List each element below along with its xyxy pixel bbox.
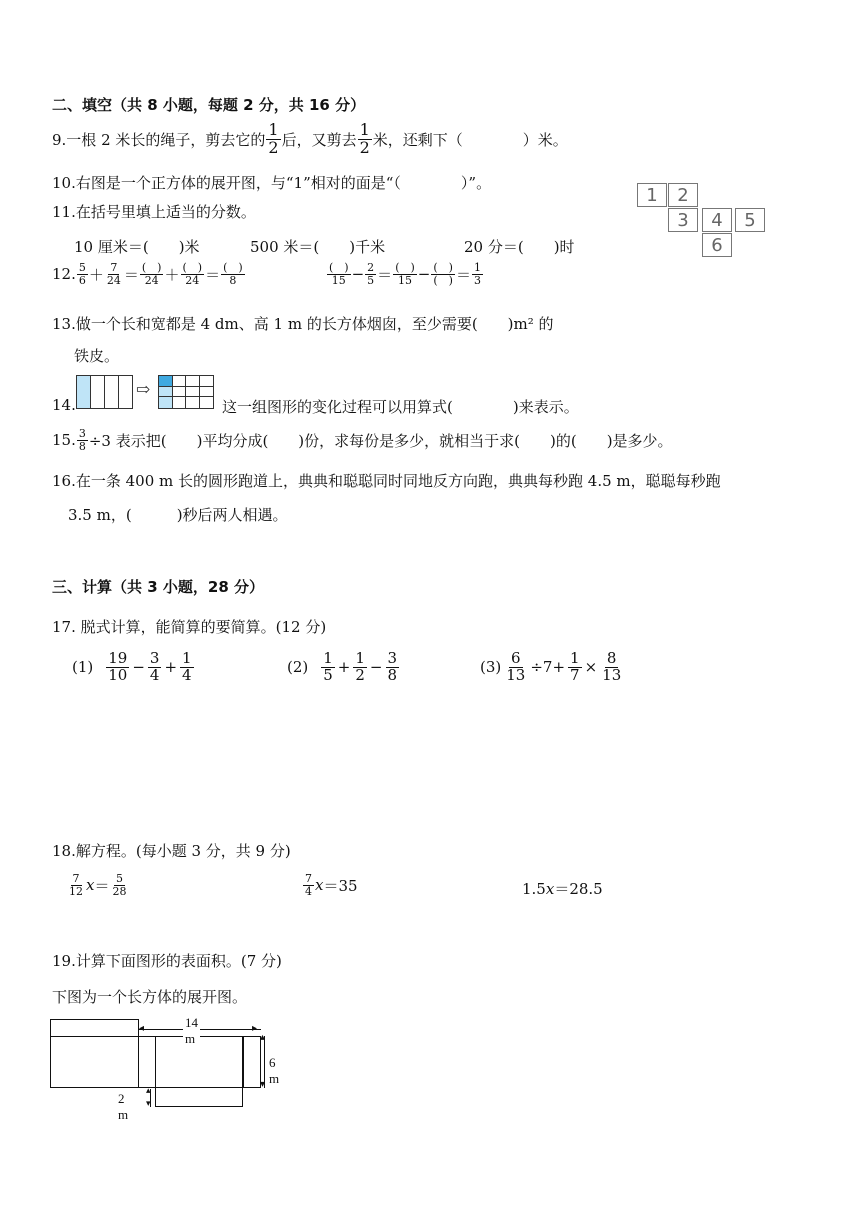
fraction-blank[interactable] [181,262,205,286]
variable: x [545,880,555,898]
question-10: 10.右图是一个正方体的展开图，与“1”相对的面是“（ ）”。 [52,174,492,192]
question-17: 17. 脱式计算，能简算的要简算。(12 分) [52,618,327,636]
numerator: 1 [182,649,192,667]
fraction [77,262,88,286]
fraction [321,651,335,684]
q15-label: 15. [52,431,76,450]
dimension-height: 6 m [269,1055,280,1086]
denominator: 4 [305,884,312,898]
numerator: ( ) [395,261,415,274]
question-13: 13.做一个长和宽都是 4 dm、高 1 m 的长方体烟囱，至少需要( )m² 的 [52,315,554,333]
numerator: ( ) [433,261,453,274]
problem-label: (1) [72,658,94,677]
arrow-down-icon: ▾ [260,1079,266,1090]
net-divider [138,1036,139,1088]
question-14: 这一组图形的变化过程可以用算式( )来表示。 [222,398,579,416]
q14-label: 14. [52,396,76,414]
fraction [600,651,623,684]
arrow-up-icon: ▴ [260,1032,266,1043]
section-title-fill: 二、填空（共 8 小题，每题 2 分，共 16 分） [52,96,366,114]
fraction [148,651,162,684]
fraction [568,651,582,684]
operator: + [337,658,351,677]
fraction [365,262,376,286]
q11-item-a: 10 厘米＝( )米 [74,238,200,256]
denominator: 3 [473,273,481,287]
variable: x [86,876,95,895]
arrow-icon: ⇨ [136,380,151,400]
fraction [504,651,527,684]
denominator: 7 [570,665,580,684]
numerator: ( ) [329,261,349,274]
numerator: 1 [268,120,279,139]
operator: + [164,658,178,677]
q9-text-b: 后，又剪去 [281,130,357,149]
numerator: ( ) [182,261,203,274]
fraction [106,651,129,684]
numerator: ( ) [141,261,162,274]
fraction [180,651,194,684]
numerator: ( ) [223,261,243,274]
numerator: 1 [473,261,481,274]
numerator: 3 [387,649,398,667]
net-divider [243,1036,244,1088]
shape-after [158,375,214,409]
arrow-up-icon: ▴ [146,1086,151,1096]
fraction [110,873,128,897]
q18-equation-2 [302,873,358,897]
fraction-blank[interactable] [140,262,164,286]
numerator: 1 [359,120,370,139]
fraction-blank[interactable] [327,262,351,286]
numerator: 7 [305,872,312,885]
denominator: 5 [323,665,333,684]
section-title-calc: 三、计算（共 3 小题，28 分） [52,578,264,596]
question-16-line2: 3.5 m，( )秒后两人相遇。 [68,506,288,524]
net-cell: 2 [668,183,698,207]
part [91,376,105,408]
q9-text-a: 9.一根 2 米长的绳子，剪去它的 [52,130,266,149]
operator: − [132,658,145,677]
net-cell: 4 [702,208,732,232]
rest: ＝28.5 [554,880,603,898]
q17-problem-2 [287,651,400,684]
denominator: 4 [182,665,192,684]
dimension-line [139,1029,261,1030]
denominator: 5 [367,273,375,287]
part [105,376,119,408]
denominator: 15 [397,273,412,287]
operator: ÷7+ [530,658,566,677]
fraction [105,262,123,286]
problem-label: (2) [287,658,309,677]
net-cell: 3 [668,208,698,232]
fraction [67,873,85,897]
denominator: 8 [78,439,86,453]
q17-problem-3 [480,651,624,684]
q17-problem-1 [72,651,195,684]
arrow-down-icon: ▾ [146,1099,151,1109]
problem-label: (3) [480,658,502,677]
denominator: 24 [144,273,159,287]
numerator: 3 [149,649,160,667]
numerator: 6 [511,649,521,667]
denominator: 28 [112,884,127,898]
q18-equation-3 [522,878,603,899]
q18-equation-1 [66,873,129,897]
numerator: 5 [78,261,86,274]
fraction [303,873,314,897]
q11-item-b: 500 米＝( )千米 [250,238,386,256]
numerator: 2 [367,261,375,274]
denominator: 2 [355,665,365,684]
question-15 [52,428,673,452]
denominator: 4 [149,665,160,684]
question-19: 19.计算下面图形的表面积。(7 分) [52,952,282,970]
numerator: 7 [110,261,118,274]
operator: − [369,658,383,677]
denominator: 15 [331,273,346,287]
shape-before [76,375,133,409]
shaded-cell [159,397,173,408]
q9-text-c: 米，还剩下（ ）米。 [372,130,568,149]
question-16: 16.在一条 400 m 长的圆形跑道上，典典和聪聪同时同地反方向跑，典典每秒跑 4.5 m，聪聪每秒跑 [52,472,721,490]
fraction [386,651,400,684]
q15-text: ÷3 表示把( )平均分成( )份，求每份是多少，就相当于求( )的( )是多少。 [88,431,673,450]
numerator: 8 [606,649,617,667]
denominator: 13 [506,665,526,684]
question-12-part2: $\frac{( )}{15}$ − $\frac{2}{5}$ ＝ $\frac{( )}{15}$ − $\frac{( )}{( )}$ ＝ $\frac{1}{3}$ [329,261,481,287]
question-13-line2: 铁皮。 [74,347,120,365]
question-11: 11.在括号里填上适当的分数。 [52,203,256,221]
numerator: 1 [570,649,580,667]
numerator: 3 [78,427,86,440]
fraction [77,428,88,452]
denominator: 12 [69,884,83,898]
question-18: 18.解方程。(每小题 3 分，共 9 分) [52,842,291,860]
fraction [353,651,367,684]
arrow-right-icon: ▸ [252,1023,258,1034]
dimension-length: 14 m [185,1015,198,1046]
denominator: 10 [108,665,128,684]
fraction-blank[interactable] [393,262,417,286]
shaded-cell [159,387,173,398]
q11-item-c: 20 分＝( )时 [464,238,575,256]
denominator: 2 [268,137,279,157]
net-cell: 1 [637,183,667,207]
variable: x [315,876,324,895]
denominator: 8 [387,665,398,684]
denominator: 24 [106,273,121,287]
numerator: 5 [115,872,123,885]
equals: ＝ [94,876,110,895]
fraction [358,122,372,157]
coefficient: 1.5 [522,880,546,898]
numerator: 1 [323,649,333,667]
part [119,376,132,408]
numerator: 1 [355,649,365,667]
operator: × [584,658,598,677]
question-9 [52,122,568,157]
net-cell: 5 [735,208,765,232]
shaded-cell [159,376,173,387]
denominator: 24 [185,273,200,287]
fraction [472,262,483,286]
fraction-blank[interactable] [431,262,455,286]
denominator: ( ) [433,273,453,287]
net-cell: 6 [702,233,732,257]
fraction-blank[interactable] [221,262,245,286]
denominator: 6 [78,273,86,287]
denominator: 13 [602,665,622,684]
numerator: 7 [72,872,80,885]
q12-label: 12. [52,265,76,284]
shaded-part [77,376,91,408]
fraction [266,122,280,157]
denominator: 2 [359,137,370,157]
dimension-width: 2 m [118,1091,129,1122]
rest: ＝35 [323,876,358,895]
denominator: 8 [229,273,237,287]
numerator: 19 [108,649,128,667]
question-19-sub: 下图为一个长方体的展开图。 [52,988,248,1006]
arrow-left-icon: ◂ [139,1023,145,1034]
question-12: 12. $\frac{5}{6}$ ＋ $\frac{7}{24}$ ＝ $\frac{( )}{24}$ ＋ $\frac{( )}{24}$ ＝ $\frac{( )}{8}$ [52,261,243,287]
